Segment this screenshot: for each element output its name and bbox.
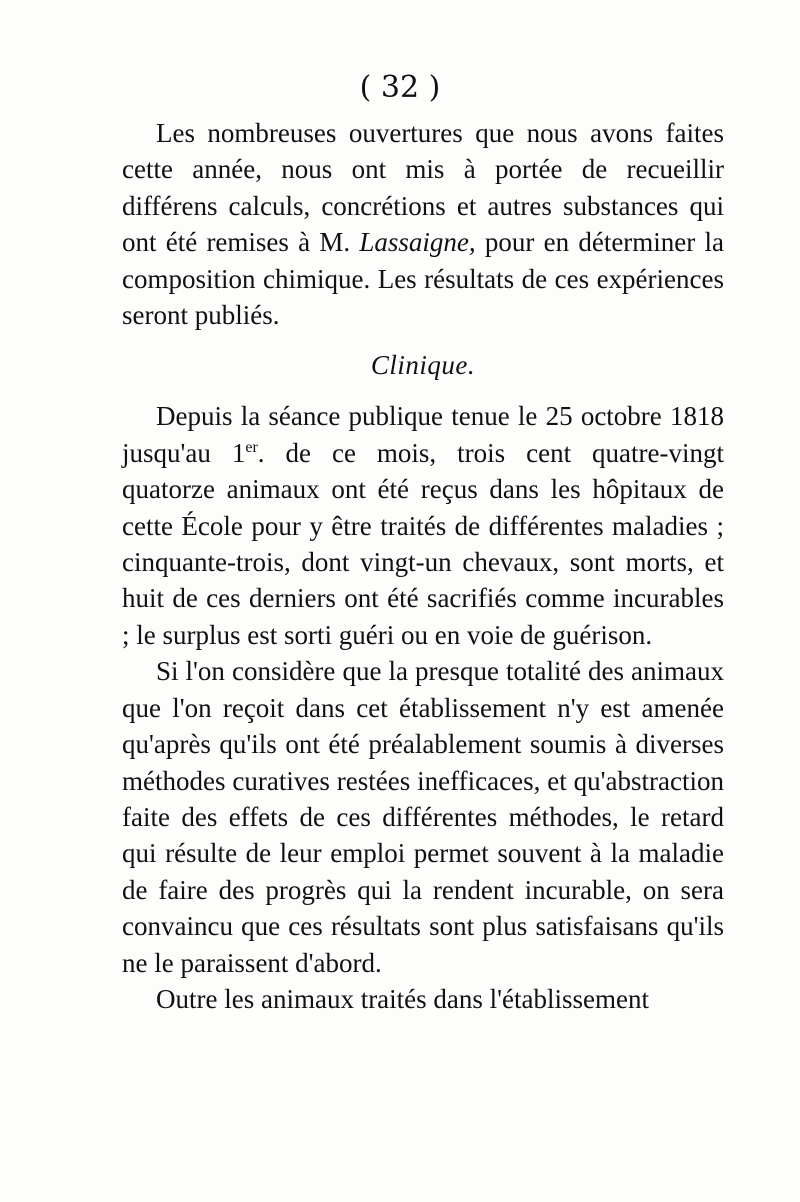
paragraph-analyses-text-start: Les nombreuses ouvertures que nous avons faites cette année, nous ont mis à portée de recueillir différens calculs, concrétions et autres substances qui ont été remises à M.	[122, 118, 724, 258]
page-number: ( 32 )	[359, 70, 441, 105]
page-body	[122, 115, 724, 1017]
paragraph-continuation: Outre les animaux traités dans l'établissement	[156, 983, 649, 1014]
section-heading-clinique: Clinique.	[370, 350, 476, 381]
ordinal-superscript: er	[245, 438, 258, 456]
person-name-lassaigne: Lassaigne,	[359, 227, 476, 258]
paragraph-clinique-statistics	[122, 398, 724, 653]
paragraph-analyses-text-end: pour en déterminer la composition chimique. Les résultats de ces expériences seront publiés.	[122, 227, 724, 331]
paragraph-analyses	[122, 115, 724, 333]
paragraph-considerations: Si l'on considère que la presque totalité des animaux que l'on reçoit dans cet établissement n'y est amenée qu'après qu'ils ont été préalablement soumis à diverses méthodes curatives restées inefficaces, et qu'abstraction faite des effets de ces différentes méthodes, le retard qui résulte de leur emploi permet souvent à la maladie de faire des progrès qui la rendent incurable, on sera convaincu que ces résultats sont plus satisfaisans qu'ils ne le paraissent d'abord.	[122, 656, 724, 978]
paragraph-statistics-text-end: . de ce mois, trois cent quatre-vingt quatorze animaux ont été reçus dans les hôpitaux de cette École pour y être traités de différentes maladies ; cinquante-trois, dont vingt-un chevaux, sont morts, et huit de ces derniers ont été sacrifiés comme incurables ; le surplus est sorti guéri ou en voie de guérison.	[122, 437, 725, 650]
paragraph-statistics-text-start: Depuis la séance publique tenue le 25 octobre 1818 jusqu'au 1	[122, 401, 724, 468]
